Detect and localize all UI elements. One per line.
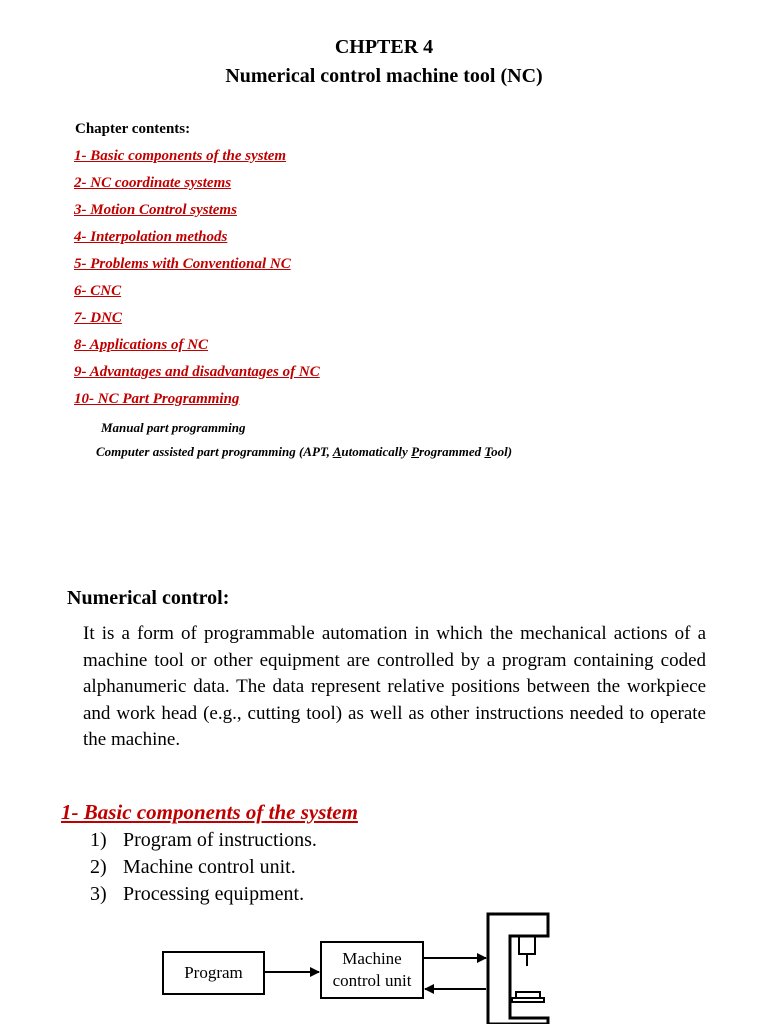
subitem-computer-programming: Computer assisted part programming (APT, Automatically Programmed Tool) — [96, 444, 513, 459]
list-item: 2) Machine control unit. — [90, 856, 296, 878]
basic-components-heading: 1- Basic components of the system — [61, 800, 358, 824]
contents-label: Chapter contents: — [75, 121, 191, 137]
diagram-connectors — [0, 900, 768, 1024]
toc-link-basic-components[interactable]: 1- Basic components of the system — [74, 148, 287, 164]
subitem-manual-programming: Manual part programming — [101, 420, 246, 435]
toc-link-motion-control[interactable]: 3- Motion Control systems — [74, 202, 237, 218]
program-box: Program — [162, 951, 265, 995]
toc-link-advantages[interactable]: 9- Advantages and disadvantages of NC — [74, 364, 320, 380]
toc-link-problems-nc[interactable]: 5- Problems with Conventional NC — [74, 256, 291, 272]
list-item: 3) Processing equipment. — [90, 883, 305, 905]
toc-link-part-programming[interactable]: 10- NC Part Programming — [74, 391, 240, 407]
machine-tool-icon — [488, 914, 548, 1024]
numerical-control-definition: It is a form of programmable automation in which the mechanical actions of a machine tool or other equipment are controlled by a program containing coded alphanumeric data. The data represent relative positions between the workpiece and work head (e.g., cutting tool) as well as other instructions needed to operate the machine. — [83, 623, 706, 750]
list-item: 1) Program of instructions. — [90, 829, 317, 851]
numerical-control-heading: Numerical control: — [67, 587, 230, 609]
toc-link-interpolation[interactable]: 4- Interpolation methods — [74, 229, 228, 245]
page-title: Numerical control machine tool (NC) — [225, 65, 543, 87]
toc-link-coordinate-systems[interactable]: 2- NC coordinate systems — [74, 175, 232, 191]
toc-link-cnc[interactable]: 6- CNC — [74, 283, 122, 299]
machine-control-unit-box: Machine control unit — [320, 941, 424, 999]
toc-link-applications[interactable]: 8- Applications of NC — [74, 337, 209, 353]
chapter-number: CHPTER 4 — [334, 36, 434, 58]
toc-link-dnc[interactable]: 7- DNC — [74, 310, 122, 326]
